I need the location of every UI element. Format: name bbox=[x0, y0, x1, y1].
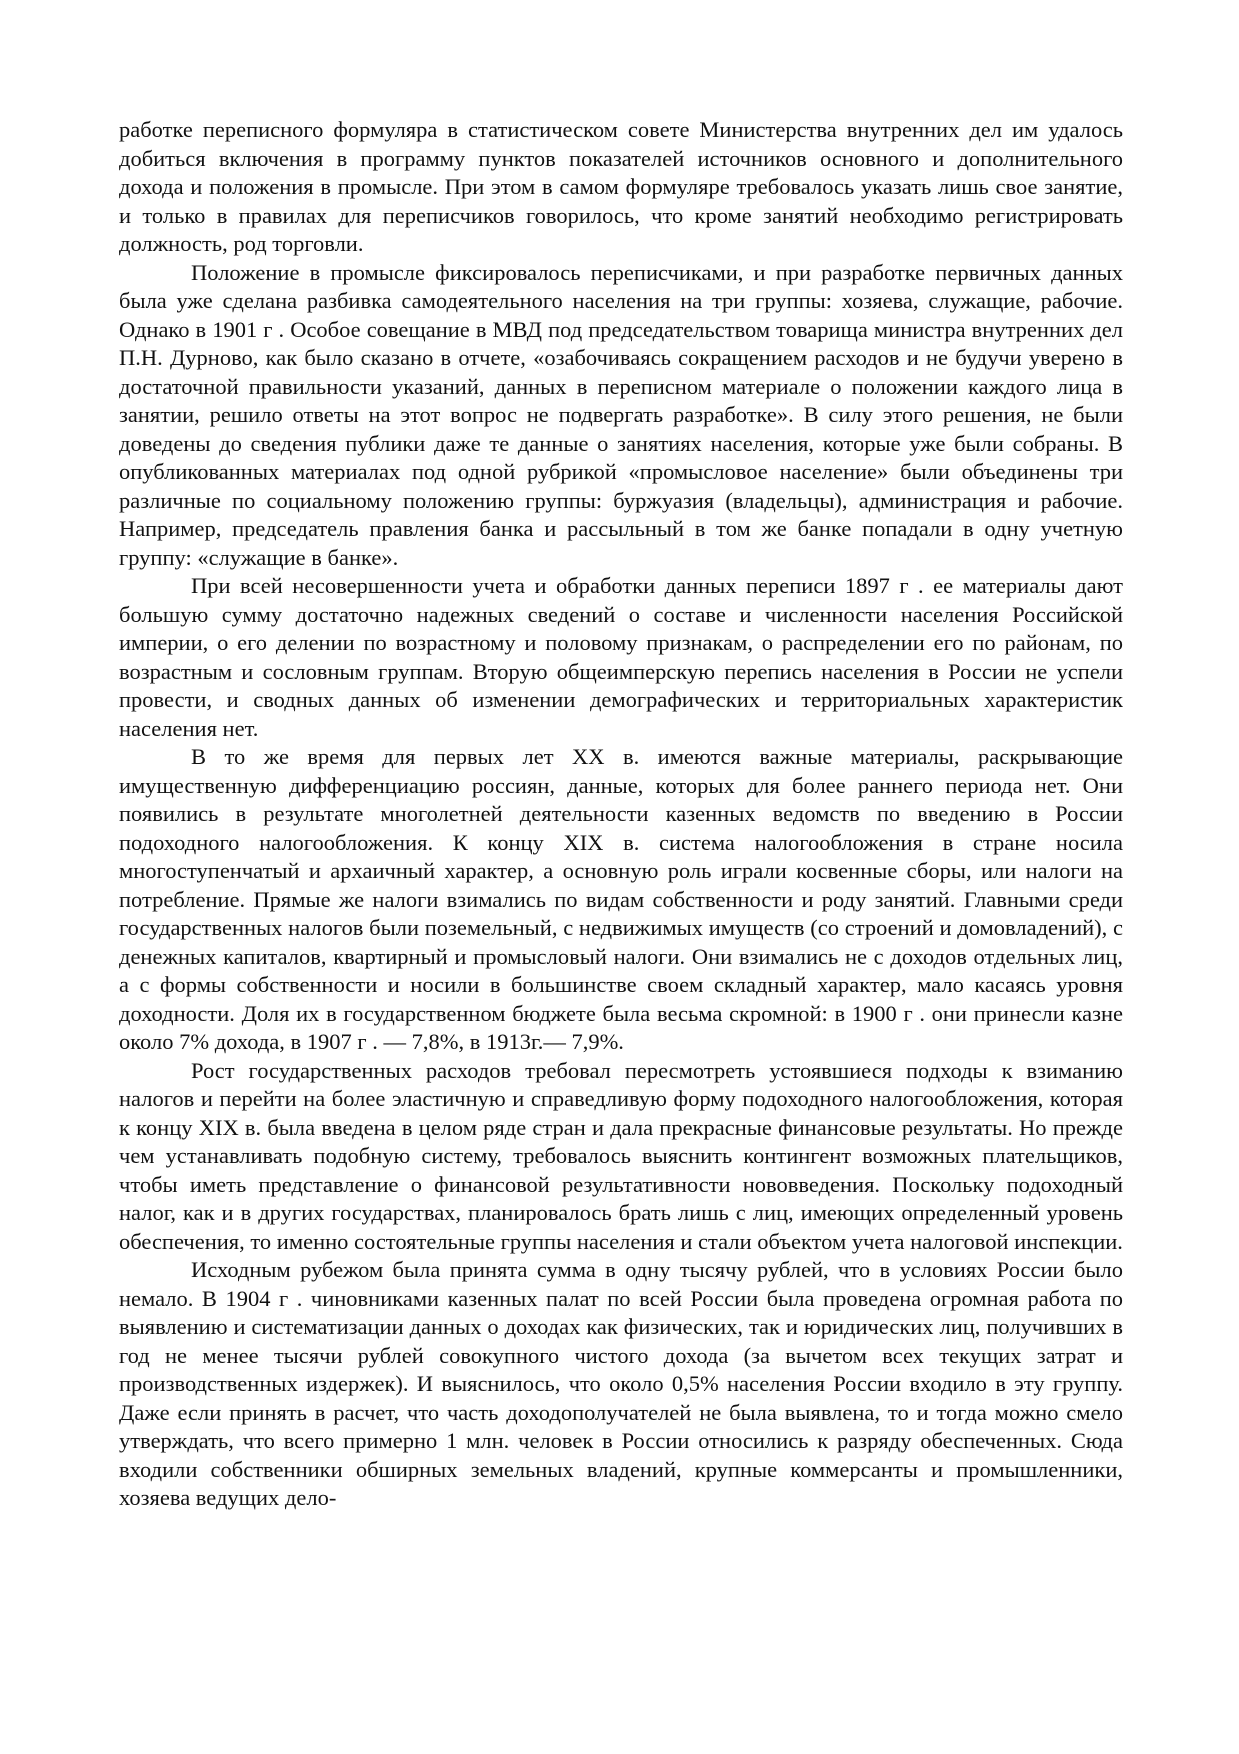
document-page bbox=[119, 116, 1123, 1513]
paragraph-2: Положение в промысле фиксировалось переписчиками, и при разработке первичных данных была уже сделана разбивка самодеятельного населения на три группы: хозяева, служащие, рабочие. Однако в 1901 г . Особое совещание в МВД под председательством товарища министра внутренних дел П.Н. Дурново, как было сказано в отчете, «озабочиваясь сокращением расходов и не будучи уверено в достаточной правильности указаний, данных в переписном материале о положении каждого лица в занятии, решило ответы на этот вопрос не подвергать разработке». В силу этого решения, не были доведены до сведения публики даже те данные о занятиях населения, которые уже были собраны. В опубликованных материалах под одной рубрикой «промысловое население» были объединены три различные по социальному положению группы: буржуазия (владельцы), администрация и рабочие. Например, председатель правления банка и рассыльный в том же банке попадали в одну учетную группу: «служащие в банке». bbox=[119, 259, 1123, 570]
paragraph-6: Исходным рубежом была принята сумма в одну тысячу рублей, что в условиях России было немало. В 1904 г . чиновниками казенных палат по всей России была проведена огромная работа по выявлению и систематизации данных о доходах как физических, так и юридических лиц, получивших в год не менее тысячи рублей совокупного чистого дохода (за вычетом всех текущих затрат и производственных издержек). И выяснилось, что около 0,5% населения России входило в эту группу. Даже если принять в расчет, что часть доходополучателей не была выявлена, то и тогда можно смело утверждать, что всего примерно 1 млн. человек в России относились к разряду обеспеченных. Сюда входили собственники обширных земельных владений, крупные коммерсанты и промышленники, хозяева ведущих дело- bbox=[119, 1257, 1123, 1510]
paragraph-5: Рост государственных расходов требовал пересмотреть устоявшиеся подходы к взиманию налогов и перейти на более эластичную и справедливую форму подоходного налогообложения, которая к концу XIX в. была введена в целом ряде стран и дала прекрасные финансовые результаты. Но прежде чем устанавливать подобную систему, требовалось выяснить контингент возможных плательщиков, чтобы иметь представление о финансовой результативности нововведения. Поскольку подоходный налог, как и в других государствах, планировалось брать лишь с лиц, имеющих определенный уровень обеспечения, то именно состоятельные группы населения и стали объектом учета налоговой инспекции. bbox=[119, 1057, 1123, 1254]
paragraph-1-continuation: работке переписного формуляра в статистическом совете Министерства внутренних дел им удалось добиться включения в программу пунктов показателей источников основного и дополнительного дохода и положения в промысле. При этом в самом формуляре требовалось указать лишь свое занятие, и только в правилах для переписчиков говорилось, что кроме занятий необходимо регистрировать должность, род торговли. bbox=[119, 117, 1123, 256]
paragraph-3: При всей несовершенности учета и обработки данных переписи 1897 г . ее материалы дают большую сумму достаточно надежных сведений о составе и численности населения Российской империи, о его делении по возрастному и половому признакам, о распределении его по районам, по возрастным и сословным группам. Вторую общеимперскую перепись населения в России не успели провести, и сводных данных об изменении демографических и территориальных характеристик населения нет. bbox=[119, 573, 1123, 741]
paragraph-4: В то же время для первых лет XX в. имеются важные материалы, раскрывающие имущественную дифференциацию россиян, данные, которых для более раннего периода нет. Они появились в результате многолетней деятельности казенных ведомств по введению в России подоходного налогообложения. К концу XIX в. система налогообложения в стране носила многоступенчатый и архаичный характер, а основную роль играли косвенные сборы, или налоги на потребление. Прямые же налоги взимались по видам собственности и роду занятий. Главными среди государственных налогов были поземельный, с недвижимых имуществ (со строений и домовладений), с денежных капиталов, квартирный и промысловый налоги. Они взимались не с доходов отдельных лиц, а с формы собственности и носили в большинстве своем складный характер, мало касаясь уровня доходности. Доля их в государственном бюджете была весьма скромной: в 1900 г . они принесли казне около 7% дохода, в 1907 г . — 7,8%, в 1913г.— 7,9%. bbox=[119, 744, 1123, 1054]
